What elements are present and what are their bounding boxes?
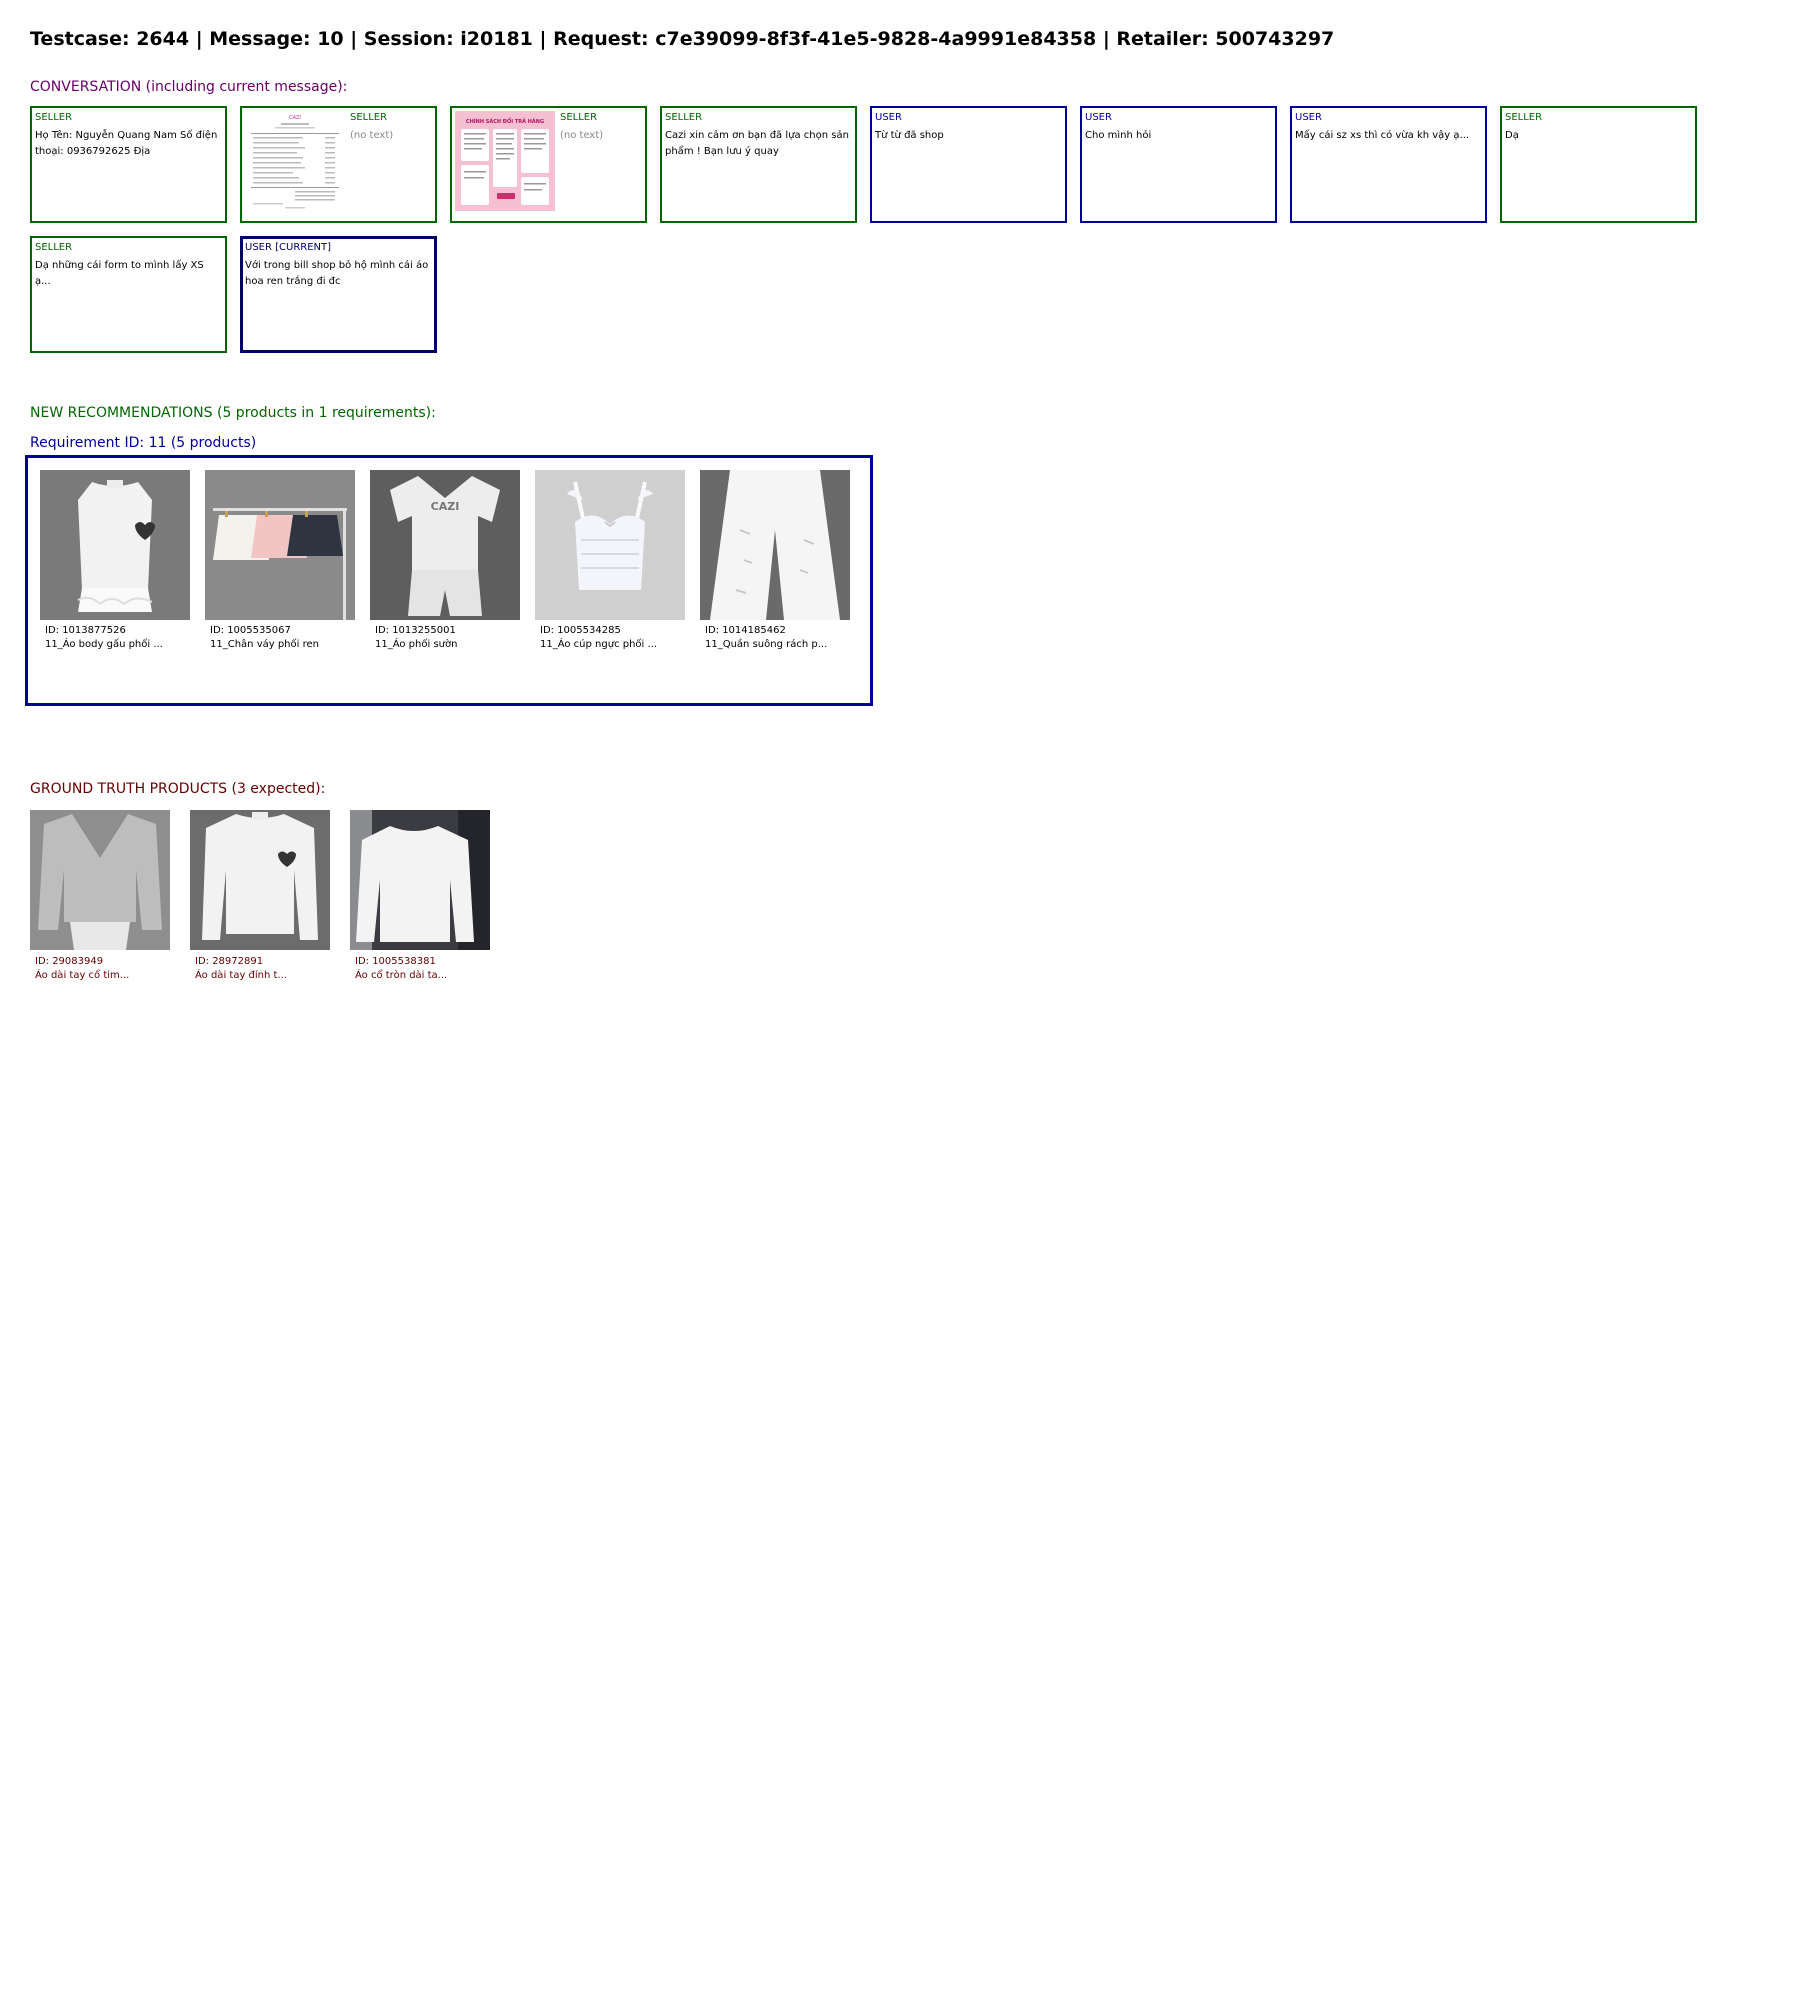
product-name: Áo dài tay đính t...: [195, 970, 287, 981]
product-name: Áo dài tay cổ tim...: [35, 970, 130, 981]
message-text: Cazi xin cảm ơn bạn đã lựa chọn sản phẩm ! Bạn lưu ý quay: [665, 130, 849, 157]
message-card: [30, 106, 227, 223]
page-title: Testcase: 2644 | Message: 10 | Session: i20181 | Request: c7e39099-8f3f-41e5-9828-4a9991e84358 | Retailer: 500743297: [30, 28, 1335, 50]
message-text: Họ Tên: Nguyễn Quang Nam Số điện thoại: 0936792625 Địa: [35, 130, 218, 157]
message-card: [1080, 106, 1277, 223]
message-text: (no text): [350, 130, 394, 141]
message-text: Từ từ đã shop: [875, 130, 944, 141]
svg-text:CAZI: CAZI: [430, 500, 460, 513]
product-image: [370, 470, 520, 620]
message-text: Dạ những cái form to mình lấy XS ạ...: [35, 260, 204, 287]
product-image: [190, 810, 330, 950]
message-card: [1500, 106, 1697, 223]
message-role: SELLER: [350, 112, 388, 123]
requirement-label: Requirement ID: 11 (5 products): [30, 435, 257, 451]
product-image: [205, 470, 355, 620]
message-card: [870, 106, 1067, 223]
product-name: 11_Áo cúp ngực phối ...: [540, 639, 658, 650]
product-id: ID: 1013255001: [375, 625, 456, 636]
product-name: 11_Quần suông rách p...: [705, 639, 828, 650]
return-policy-image: [455, 111, 555, 211]
message-role: USER: [1085, 112, 1112, 123]
product-image: [350, 810, 490, 950]
product-id: ID: 1005538381: [355, 956, 436, 967]
message-role: USER: [1295, 112, 1322, 123]
current-message-card: [240, 236, 437, 353]
message-card: [240, 106, 437, 223]
message-card: [450, 106, 647, 223]
message-role: SELLER: [560, 112, 598, 123]
message-role: SELLER: [665, 112, 703, 123]
conversation-heading: CONVERSATION (including current message):: [30, 79, 348, 95]
product-name: 11_Chân váy phối ren: [210, 639, 319, 650]
invoice-image: [245, 111, 345, 211]
product-image: [30, 810, 170, 950]
message-text: Mấy cái sz xs thì có vừa kh vậy ạ...: [1295, 130, 1470, 141]
product-card[interactable]: [370, 470, 520, 650]
product-card[interactable]: [205, 470, 355, 650]
message-card: [1290, 106, 1487, 223]
product-name: 11_Áo body gấu phối ...: [45, 639, 163, 650]
message-role: USER [CURRENT]: [245, 242, 332, 253]
product-id: ID: 29083949: [35, 956, 104, 967]
product-card[interactable]: [535, 470, 685, 650]
message-card: [660, 106, 857, 223]
product-id: ID: 1013877526: [45, 625, 126, 636]
requirement-box: [25, 455, 873, 706]
message-role: SELLER: [1505, 112, 1543, 123]
ground-truth-card[interactable]: [190, 810, 330, 981]
message-text: Dạ: [1505, 130, 1519, 141]
recommendations-heading: NEW RECOMMENDATIONS (5 products in 1 requirements):: [30, 405, 436, 421]
svg-text:CHÍNH SÁCH ĐỔI TRẢ HÀNG: CHÍNH SÁCH ĐỔI TRẢ HÀNG: [465, 119, 545, 125]
product-name: 11_Áo phối sườn: [375, 639, 458, 650]
ground-truth-card[interactable]: [30, 810, 170, 981]
product-card[interactable]: [700, 470, 850, 650]
product-id: ID: 1014185462: [705, 625, 786, 636]
product-name: Áo cổ tròn dài ta...: [355, 970, 448, 981]
ground-truth-heading: GROUND TRUTH PRODUCTS (3 expected):: [30, 781, 326, 797]
product-image: [535, 470, 685, 620]
message-card: [30, 236, 227, 353]
message-role: SELLER: [35, 242, 73, 253]
product-id: ID: 1005535067: [210, 625, 291, 636]
message-role: USER: [875, 112, 902, 123]
product-card[interactable]: [40, 470, 190, 650]
ground-truth-card[interactable]: [350, 810, 490, 981]
product-id: ID: 28972891: [195, 956, 264, 967]
product-image: [700, 470, 850, 620]
product-image: [40, 470, 190, 620]
svg-text:CAZI: CAZI: [289, 115, 301, 121]
message-text: Cho mình hỏi: [1085, 130, 1152, 141]
message-role: SELLER: [35, 112, 73, 123]
message-text: (no text): [560, 130, 604, 141]
message-text: Với trong bill shop bỏ hộ mình cái áo hoa ren trắng đi đc: [245, 260, 429, 287]
product-id: ID: 1005534285: [540, 625, 621, 636]
